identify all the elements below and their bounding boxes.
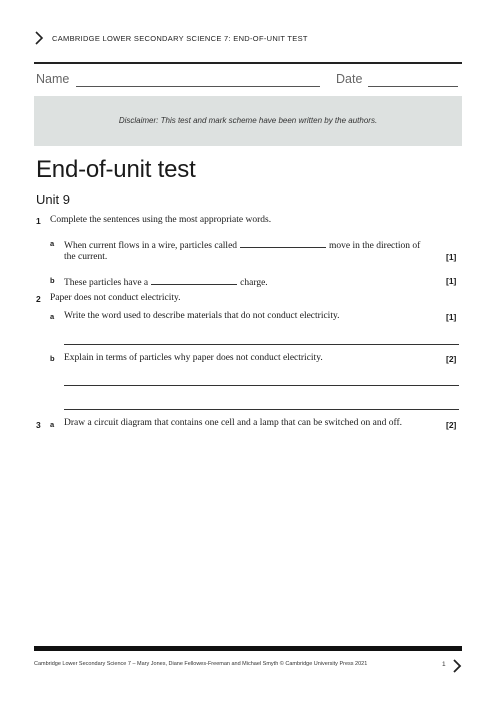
footer-text: Cambridge Lower Secondary Science 7 – Mary Jones, Diane Fellowes-Freeman and Michael Smyth © Cambridge University Press 2021	[34, 661, 368, 667]
question-2b-answer-line-2[interactable]	[64, 409, 459, 410]
question-2a-answer-line[interactable]	[64, 344, 459, 345]
question-2b-letter: b	[50, 354, 55, 363]
question-1b-letter: b	[50, 276, 55, 285]
page-number: 1	[442, 661, 446, 668]
name-field[interactable]	[76, 86, 320, 87]
question-1b-line	[64, 275, 268, 288]
question-3a-text: Draw a circuit diagram that contains one cell and a lamp that can be switched on and off.	[64, 418, 403, 428]
date-field[interactable]	[368, 86, 458, 87]
question-3a-marks: [2]	[446, 420, 457, 430]
footer-rule	[34, 646, 462, 651]
question-2a-marks: [1]	[446, 312, 457, 322]
question-2-number: 2	[36, 294, 41, 304]
question-1-number: 1	[36, 216, 41, 226]
date-label: Date	[336, 72, 363, 86]
question-2b-answer-line-1[interactable]	[64, 385, 459, 386]
question-1a-letter: a	[50, 239, 55, 248]
question-2b-text: Explain in terms of particles why paper does not conduct electricity.	[64, 353, 323, 363]
next-page-chevron-icon[interactable]	[452, 659, 462, 673]
question-1a-text-before: When current flows in a wire, particles called	[64, 241, 238, 251]
chevron-right-icon	[34, 31, 44, 45]
unit-heading: Unit 9	[36, 192, 70, 207]
question-2b-marks: [2]	[446, 354, 457, 364]
question-2a-text: Write the word used to describe materials that do not conduct electricity.	[64, 311, 340, 321]
disclaimer-box	[34, 96, 462, 146]
question-1b-text-after: charge.	[240, 278, 268, 288]
question-1b-marks: [1]	[446, 276, 457, 286]
name-label: Name	[36, 72, 70, 86]
page-title: End-of-unit test	[36, 156, 196, 183]
header-rule	[34, 62, 462, 64]
question-1a-text-after: move in the direction of	[329, 241, 421, 251]
question-1a-blank[interactable]	[240, 238, 326, 248]
question-1b-blank[interactable]	[151, 275, 237, 285]
question-1a-line1	[64, 238, 420, 251]
disclaimer-text: Disclaimer: This test and mark scheme have been written by the authors.	[118, 116, 378, 125]
question-2-text: Paper does not conduct electricity.	[50, 293, 181, 303]
question-1a-marks: [1]	[446, 252, 457, 262]
running-header: CAMBRIDGE LOWER SECONDARY SCIENCE 7: END-OF-UNIT TEST	[52, 34, 308, 43]
question-3-number: 3	[36, 420, 41, 430]
question-1-text: Complete the sentences using the most appropriate words.	[50, 215, 272, 225]
question-2a-letter: a	[50, 312, 55, 321]
question-1b-text-before: These particles have a	[64, 278, 149, 288]
question-1a-line2: the current.	[64, 252, 108, 262]
question-3a-letter: a	[50, 420, 55, 429]
